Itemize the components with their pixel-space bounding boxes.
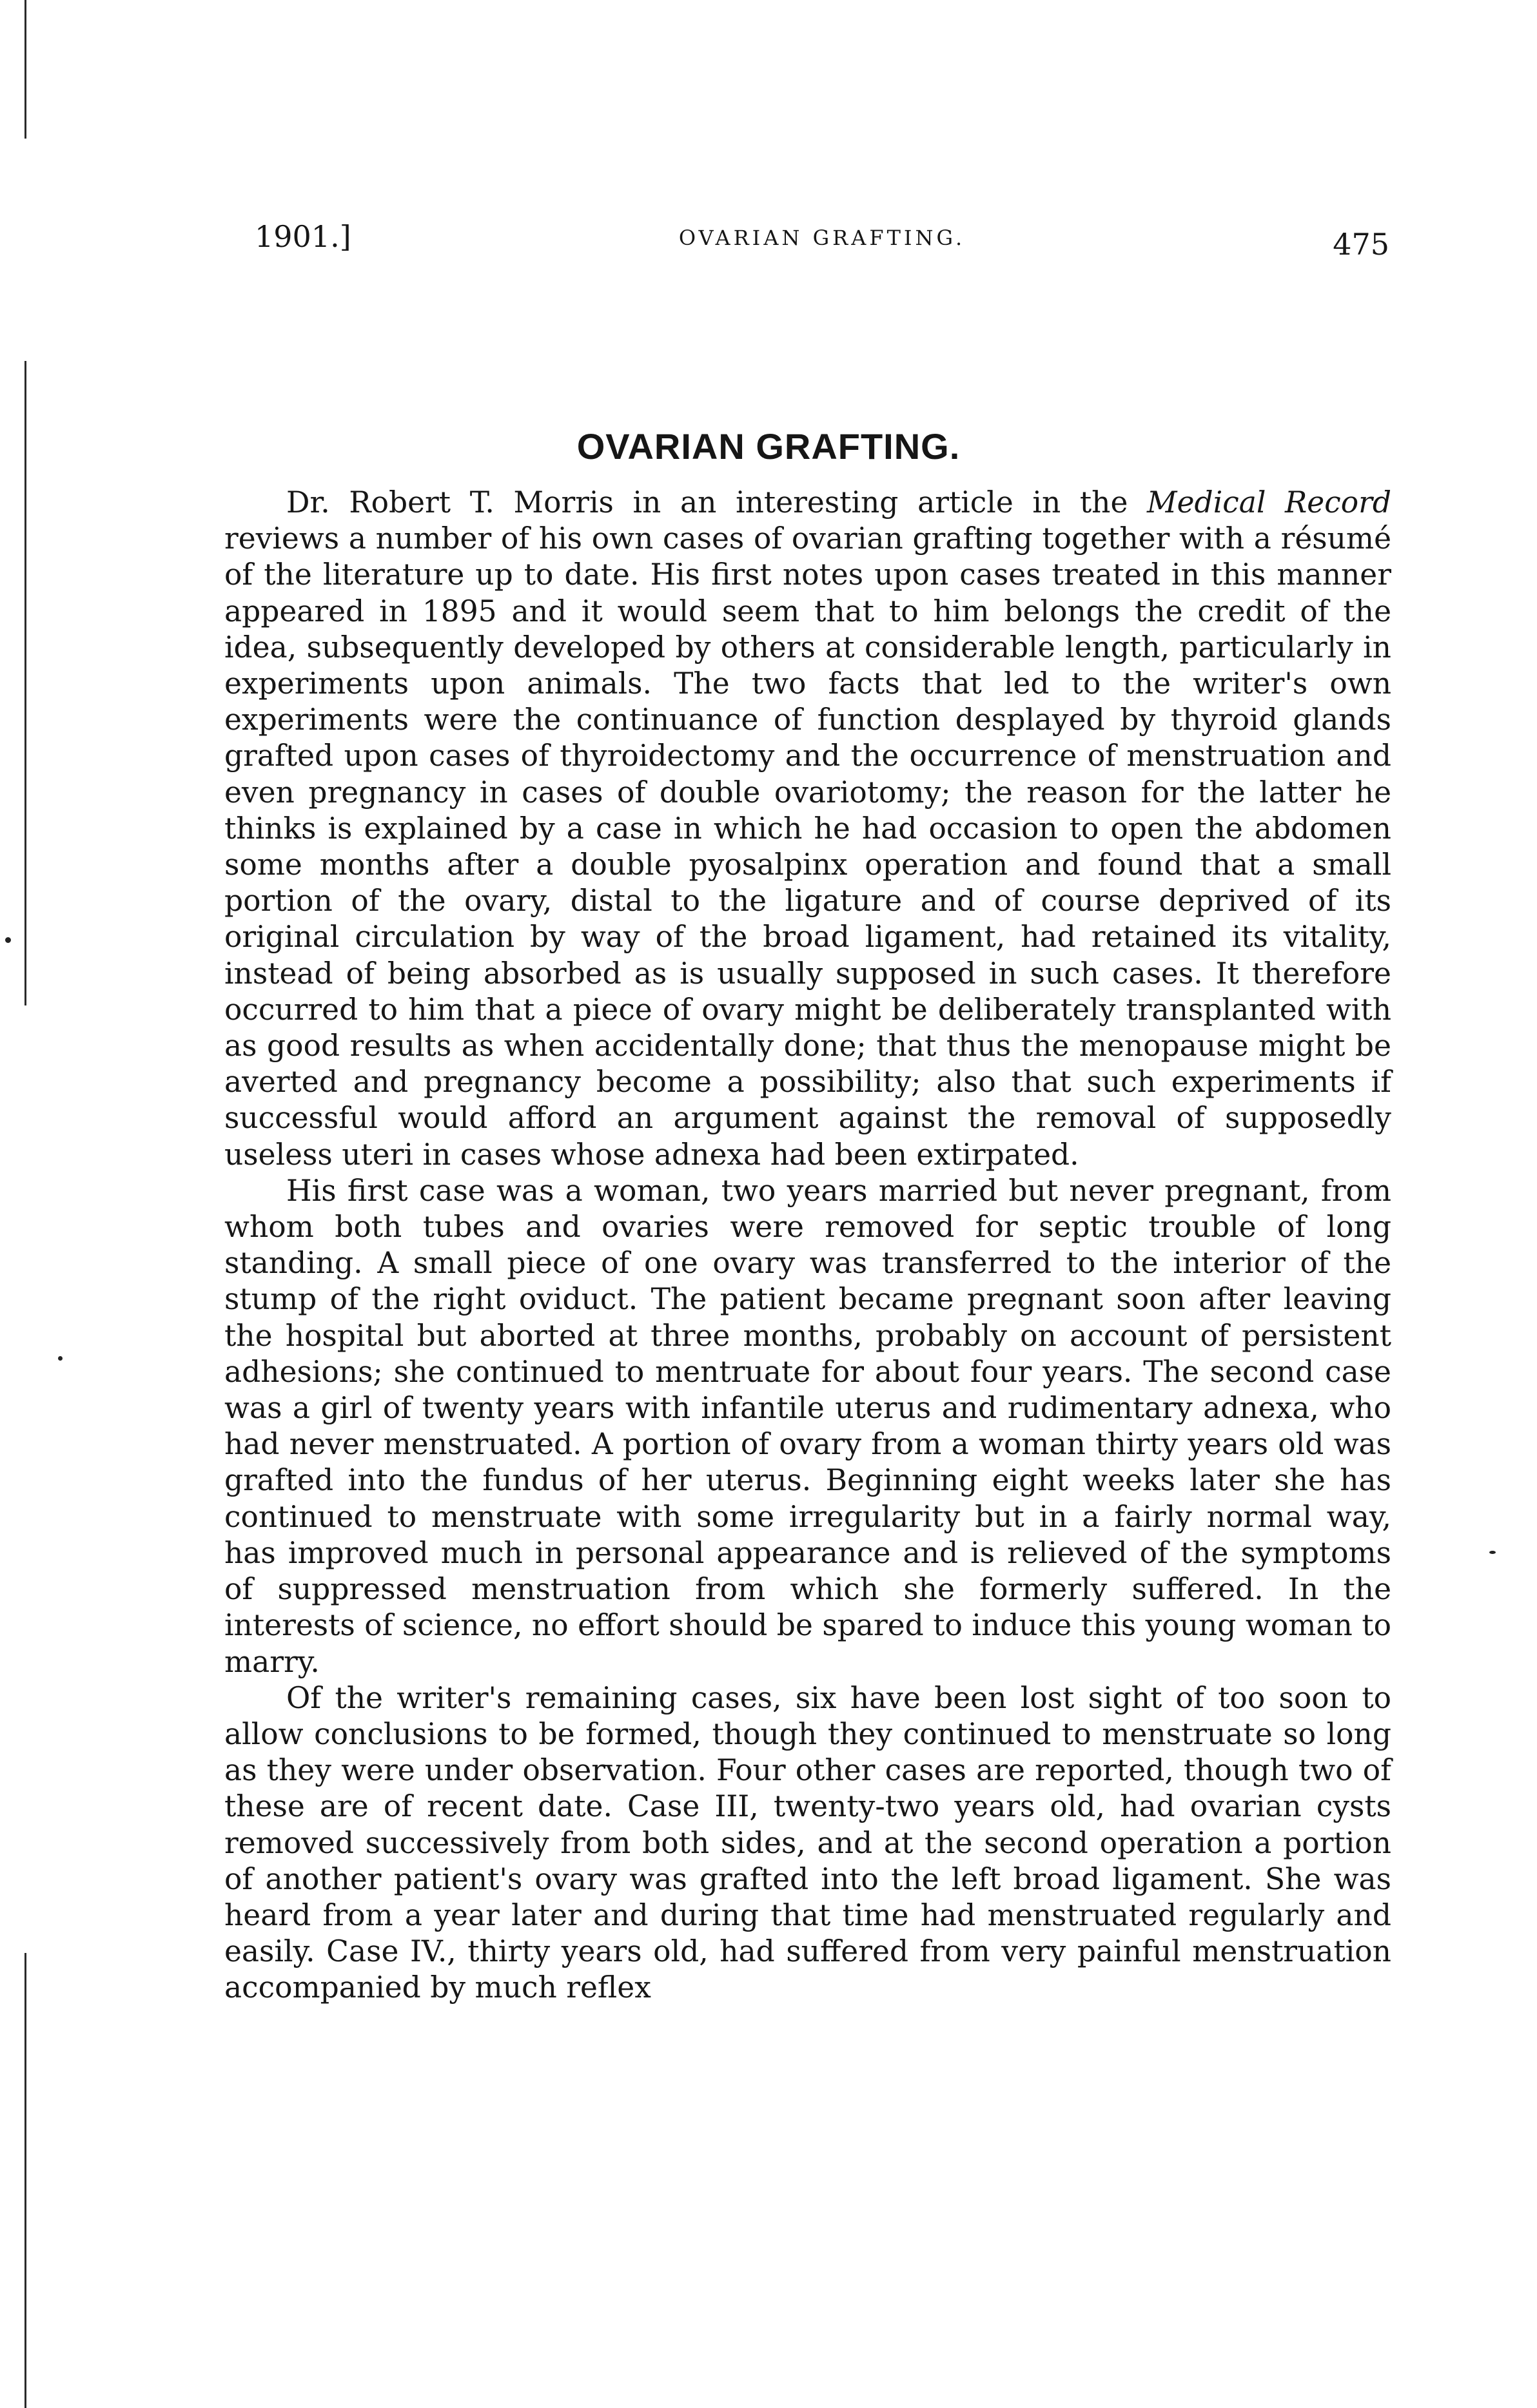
paragraph-3: Of the writer's remaining cases, six have been lost sight of too soon to allow conclusions to be formed, though they continued to menstruate so long as they were under observation. Four other cases are reported, though two of these are of recent date. Case III, twenty-two years old, had ovarian cysts removed successively from both sides, and at the second operation a portion of another patient's ovary was grafted into the left broad ligament. She was heard from a year later and during that time had menstruated regularly and easily. Case IV., thirty years old, had suffered from very painful menstruation accompanied by much reflex (224, 1680, 1391, 2005)
running-header (255, 219, 1389, 264)
running-title: OVARIAN GRAFTING. (678, 226, 966, 250)
paragraph-2: His first case was a woman, two years married but never pregnant, from whom both tubes and ovaries were removed for septic trouble of long standing. A small piece of one ovary was transferred to the interior of the stump of the right oviduct. The patient became pregnant soon after leaving the hospital but aborted at three months, probably on account of persistent adhesions; she continued to mentruate for about four years. The second case was a girl of twenty years with infantile uterus and rudimentary adnexa, who had never menstruated. A portion of ovary from a woman thirty years old was grafted into the fundus of her uterus. Beginning eight weeks later she has continued to menstruate with some irregularity but in a fairly normal way, has improved much in personal appearance and is relieved of the symptoms of suppressed menstruation from which she formerly suffered. In the interests of science, no effort should be spared to induce this young woman to marry. (224, 1173, 1391, 1679)
paragraph-1 (224, 485, 1391, 1173)
page-number: 475 (1333, 227, 1389, 262)
paragraph-1-rest: reviews a number of his own cases of ovarian grafting together with a résumé of the literature up to date. His first notes upon cases treated in this manner appeared in 1895 and it would seem that to him belongs the credit of the idea, subsequently developed by others at considerable length, particularly in experiments upon animals. The two facts that led to the writer's own experiments were the continuance of function desplayed by thyroid glands grafted upon cases of thyroidectomy and the occurrence of menstruation and even pregnancy in cases of double ovariotomy; the reason for the latter he thinks is explained by a case in which he had occasion to open the abdomen some months after a double pyosalpinx operation and found that a small portion of the ovary, distal to the ligature and of course deprived of its original circulation by way of the broad ligament, had retained its vitality, instead of being absorbed as is usually supposed in such cases. It therefore occurred to him that a piece of ovary might be deliberately transplanted with as good results as when accidentally done; that thus the menopause might be averted and pregnancy become a possibility; also that such experiments if successful would afford an argument against the removal of supposedly useless uteri in cases whose adnexa had been extirpated. (224, 521, 1391, 1172)
scan-speck (58, 1356, 63, 1361)
article-title: OVARIAN GRAFTING. (576, 426, 961, 467)
journal-name: Medical Record (1147, 485, 1391, 519)
article-body (224, 485, 1391, 2006)
scan-edge-line-top (24, 0, 26, 139)
scan-speck (1489, 1551, 1496, 1554)
scan-speck (5, 937, 11, 943)
header-year: 1901.] (255, 219, 351, 254)
scan-edge-line-bottom (24, 1953, 26, 2408)
paragraph-1-intro: Dr. Robert T. Morris in an interesting article in the (286, 485, 1148, 519)
